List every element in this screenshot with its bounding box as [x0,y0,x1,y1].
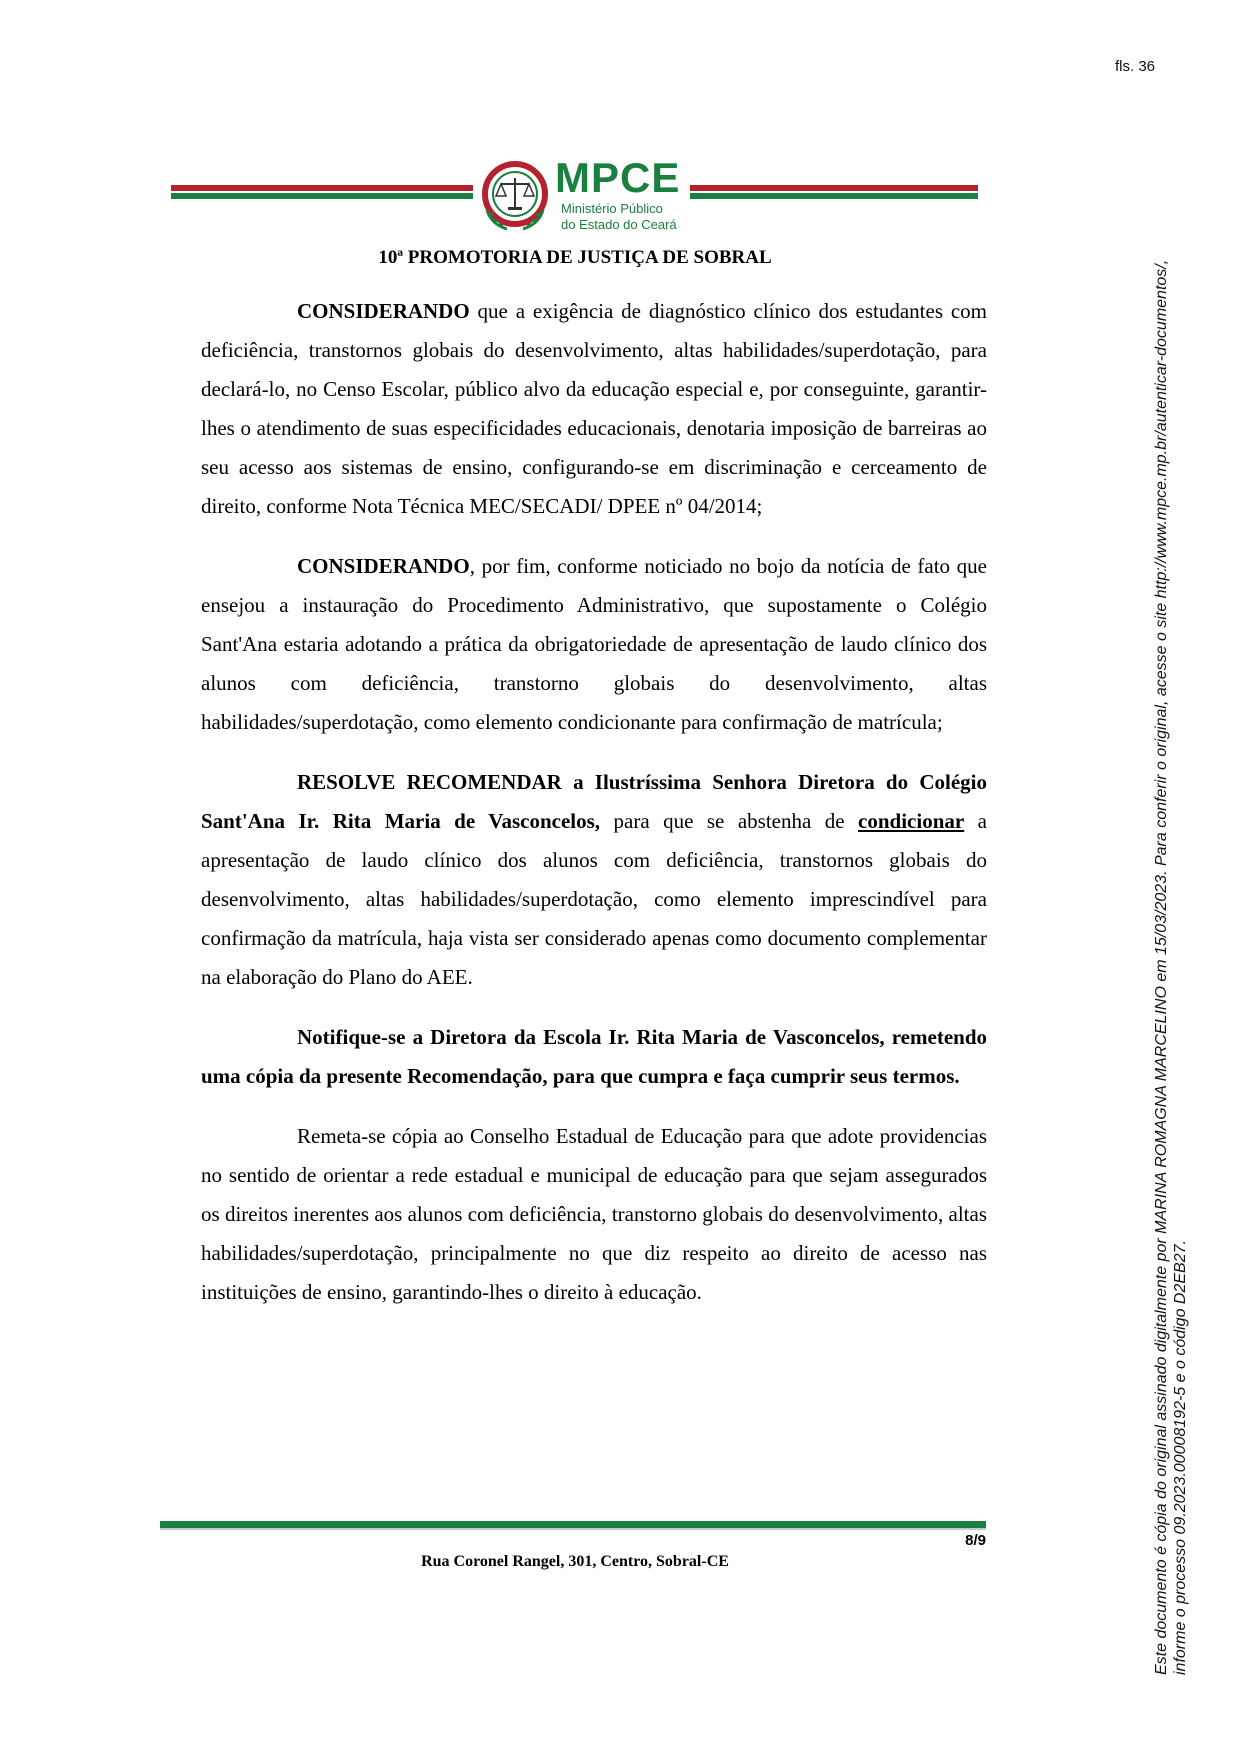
authenticity-notice-line: informe o processo 09.2023.00008192-5 e o código D2EB27. [1172,1240,1189,1675]
promotoria-heading: 10ª PROMOTORIA DE JUSTIÇA DE SOBRAL [378,247,772,268]
footer-bar [160,1521,986,1528]
paragraph [201,292,987,526]
authenticity-notice-line: Este documento é cópia do original assinado digitalmente por MARINA ROMAGNA MARCELINO em 15/03/2023. Para conferir o original, acesse o site http://www.mpce.mp.br/autenticar-documentos/, [1153,259,1170,1675]
paragraph [201,547,987,742]
logo-subtitle: Ministério Público [561,201,663,216]
authenticity-notice [1152,195,1190,1675]
paragraph-text: para que se abstenha de [600,809,859,833]
paragraph-lead: CONSIDERANDO [297,299,470,323]
document-body [201,292,987,1333]
paragraph [201,1018,987,1096]
header-band-right [690,185,978,205]
page-stamp: fls. 36 [1115,58,1156,75]
paragraph-text: que a exigência de diagnóstico clínico dos estudantes com deficiência, transtornos globais do desenvolvimento, altas habilidades/superdotação, para declará-lo, no Censo Escolar, público alvo da educação especial e, por conseguinte, garantir-lhes o atendimento de suas especificidades educacionais, denotaria imposição de barreiras ao seu acesso aos sistemas de ensino, configurando-se em discriminação e cerceamento de direito, conforme Nota Técnica MEC/SECADI/ DPEE nº 04/2014; [201,299,987,518]
logo-subtitle: do Estado do Ceará [561,217,677,232]
paragraph-text: , por fim, conforme noticiado no bojo da notícia de fato que ensejou a instauração do Procedimento Administrativo, que supostamente o Colégio Sant'Ana estaria adotando a prática da obrigatoriedade de apresentação de laudo clínico dos alunos com deficiência, transtorno globais do desenvolvimento, altas habilidades/superdotação, como elemento condicionante para confirmação de matrícula; [201,554,987,734]
paragraph [201,1117,987,1312]
footer-address: Rua Coronel Rangel, 301, Centro, Sobral-CE [421,1553,729,1570]
paragraph-lead: Notifique-se a Diretora da Escola Ir. Rita Maria de Vasconcelos, remetendo uma cópia da presente Recomendação, para que cumpra e faça cumprir seus termos. [201,1025,987,1088]
paragraph-lead: CONSIDERANDO [297,554,470,578]
page-number: 8/9 [965,1532,986,1549]
paragraph-lead: RESOLVE RECOMENDAR a Ilustríssima Senhora Diretora do Colégio Sant'Ana Ir. Rita Maria de Vasconcelos, [201,770,987,833]
underlined-term: condicionar [858,809,965,833]
paragraph [201,763,987,997]
paragraph-text: a apresentação de laudo clínico dos alunos com deficiência, transtornos globais do desenvolvimento, altas habilidades/superdotação, como elemento imprescindível para confirmação da matrícula, haja vista ser considerado apenas como documento complementar na elaboração do Plano do AEE. [201,809,987,989]
header-band-left [171,185,473,205]
footer-divider [160,1528,986,1530]
logo-title: MPCE [555,154,681,201]
mpce-emblem-icon [477,158,553,234]
paragraph-text: Remeta-se cópia ao Conselho Estadual de Educação para que adote providencias no sentido de orientar a rede estadual e municipal de educação para que sejam assegurados os direitos inerentes aos alunos com deficiência, transtorno globais do desenvolvimento, altas habilidades/superdotação, principalmente no que diz respeito ao direito de acesso nas instituições de ensino, garantindo-lhes o direito à educação. [201,1124,987,1304]
